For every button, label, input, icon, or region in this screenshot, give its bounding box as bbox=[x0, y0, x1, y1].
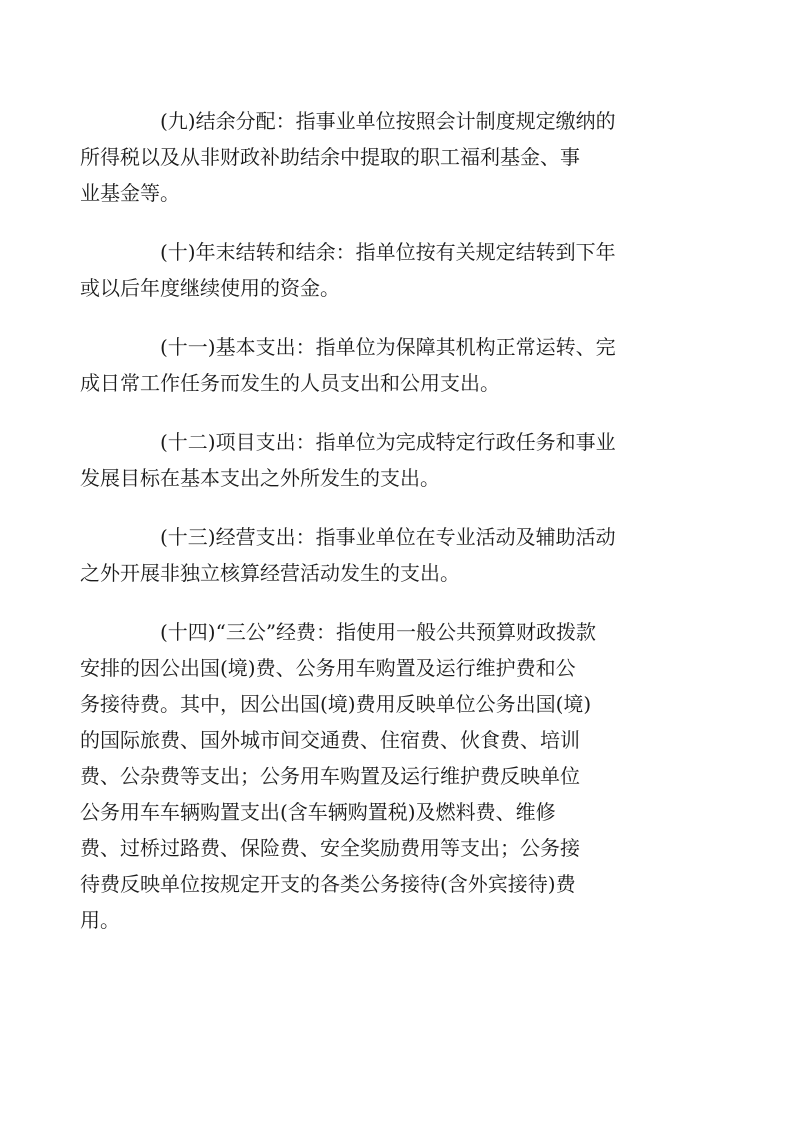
text-line: 待费反映单位按规定开支的各类公务接待(含外宾接待)费 bbox=[80, 872, 576, 896]
paragraph-jieyu-fenpei bbox=[80, 103, 680, 211]
text-line: 发展目标在基本支出之外所发生的支出。 bbox=[80, 466, 440, 490]
paragraph-jingying-zhichu bbox=[80, 519, 680, 591]
text-line: 之外开展非独立核算经营活动发生的支出。 bbox=[80, 561, 460, 585]
text-line: 费、公杂费等支出；公务用车购置及运行维护费反映单位 bbox=[80, 764, 580, 788]
text-line: 成日常工作任务而发生的人员支出和公用支出。 bbox=[80, 371, 500, 395]
text-line: (十四)“三公”经费：指使用一般公共预算财政拨款 bbox=[160, 620, 597, 644]
text-line: (十三)经营支出：指事业单位在专业活动及辅助活动 bbox=[160, 525, 616, 549]
text-line: (十)年末结转和结余：指单位按有关规定结转到下年 bbox=[160, 240, 616, 264]
text-line: 所得税以及从非财政补助结余中提取的职工福利基金、事 bbox=[80, 145, 580, 169]
text-line: 安排的因公出国(境)费、公务用车购置及运行维护费和公 bbox=[80, 656, 576, 680]
paragraph-nianmo-jiezhuan bbox=[80, 234, 680, 306]
text-line: 公务用车车辆购置支出(含车辆购置税)及燃料费、维修 bbox=[80, 800, 556, 824]
text-line: 的国际旅费、国外城市间交通费、住宿费、伙食费、培训 bbox=[80, 728, 580, 752]
document-body bbox=[80, 103, 680, 961]
text-line: 业基金等。 bbox=[80, 181, 180, 205]
text-line: 用。 bbox=[80, 908, 120, 932]
text-line: 务接待费。其中，因公出国(境)费用反映单位公务出国(境) bbox=[80, 692, 592, 716]
paragraph-sangong-jingfei bbox=[80, 614, 680, 938]
text-line: (十一)基本支出：指单位为保障其机构正常运转、完 bbox=[160, 335, 616, 359]
text-line: 费、过桥过路费、保险费、安全奖励费用等支出；公务接 bbox=[80, 836, 580, 860]
text-line: 或以后年度继续使用的资金。 bbox=[80, 276, 340, 300]
text-line: (九)结余分配：指事业单位按照会计制度规定缴纳的 bbox=[160, 109, 616, 133]
paragraph-jiben-zhichu bbox=[80, 329, 680, 401]
paragraph-xiangmu-zhichu bbox=[80, 424, 680, 496]
text-line: (十二)项目支出：指单位为完成特定行政任务和事业 bbox=[160, 430, 616, 454]
